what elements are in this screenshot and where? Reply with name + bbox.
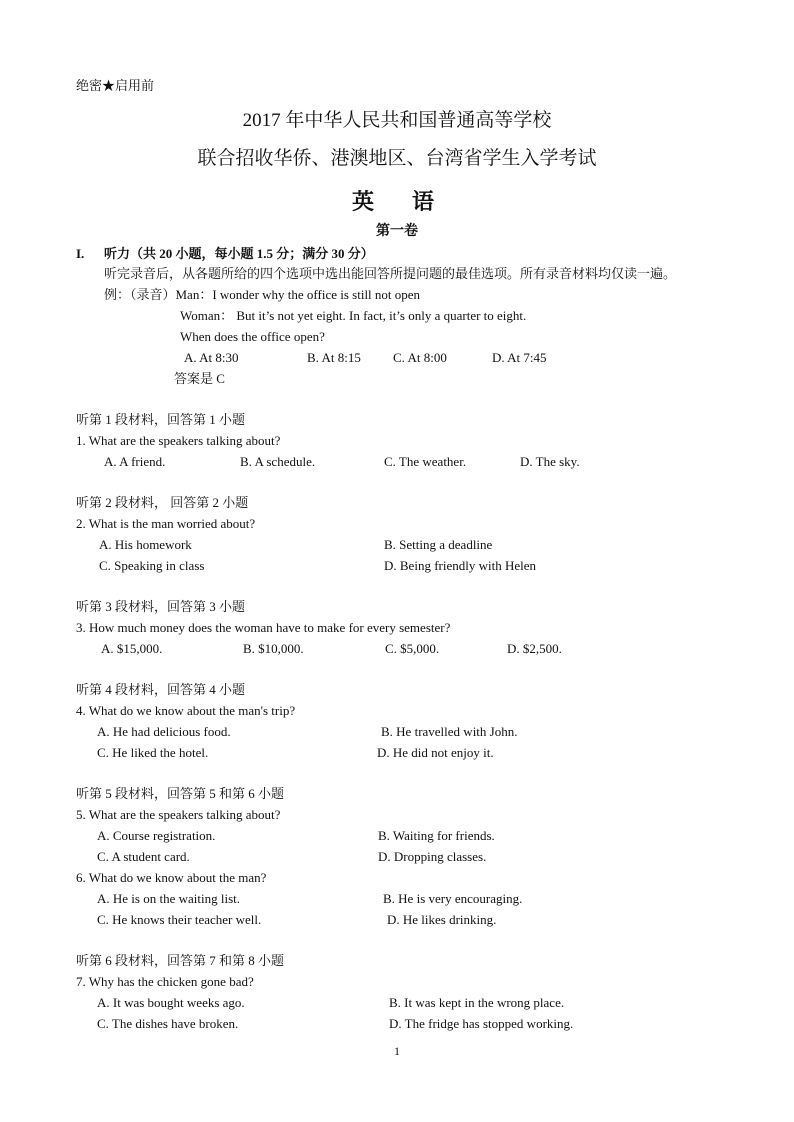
example-option: C. At 8:00 xyxy=(393,350,447,365)
answer-option: D. The sky. xyxy=(520,454,580,469)
answer-option: D. The fridge has stopped working. xyxy=(389,1016,574,1031)
confidential-label: 绝密★启用前 xyxy=(76,78,155,93)
answer-option: C. Speaking in class xyxy=(99,558,205,573)
section-number: I. xyxy=(76,246,85,261)
question-text: 3. How much money does the woman have to make for every semester? xyxy=(76,620,451,635)
section-heading: 听力（共 20 小题，每小题 1.5 分；满分 30 分） xyxy=(104,246,374,261)
group-header: 听第 4 段材料，回答第 4 小题 xyxy=(76,682,246,697)
exam-title-line2: 联合招收华侨、港澳地区、台湾省学生入学考试 xyxy=(197,148,597,169)
group-header: 听第 2 段材料， 回答第 2 小题 xyxy=(76,495,249,510)
answer-option: B. A schedule. xyxy=(240,454,316,469)
answer-option: C. The dishes have broken. xyxy=(97,1016,239,1031)
answer-option: B. It was kept in the wrong place. xyxy=(389,995,565,1010)
question-text: 1. What are the speakers talking about? xyxy=(76,433,281,448)
example-question: When does the office open? xyxy=(180,329,325,344)
answer-option: A. A friend. xyxy=(104,454,166,469)
answer-option: A. Course registration. xyxy=(97,828,216,843)
answer-option: B. Waiting for friends. xyxy=(378,828,495,843)
answer-option: B. $10,000. xyxy=(243,641,304,656)
example-option: A. At 8:30 xyxy=(184,350,239,365)
answer-option: C. He liked the hotel. xyxy=(97,745,209,760)
question-text: 2. What is the man worried about? xyxy=(76,516,256,531)
group-header: 听第 5 段材料，回答第 5 和第 6 小题 xyxy=(76,786,285,801)
exam-title-line1: 2017 年中华人民共和国普通高等学校 xyxy=(242,110,552,131)
answer-option: D. Being friendly with Helen xyxy=(384,558,536,573)
question-text: 4. What do we know about the man's trip? xyxy=(76,703,296,718)
answer-option: B. Setting a deadline xyxy=(384,537,493,552)
example-answer: 答案是 C xyxy=(174,371,225,386)
section-instruction: 听完录音后，从各题所给的四个选项中选出能回答所提问题的最佳选项。所有录音材料均仅读一遍。 xyxy=(104,266,677,281)
question-text: 5. What are the speakers talking about? xyxy=(76,807,281,822)
group-header: 听第 6 段材料，回答第 7 和第 8 小题 xyxy=(76,953,285,968)
example-option: B. At 8:15 xyxy=(307,350,361,365)
question-text: 6. What do we know about the man? xyxy=(76,870,267,885)
answer-option: D. $2,500. xyxy=(507,641,562,656)
subject-title: 英 语 xyxy=(351,189,442,214)
answer-option: D. He likes drinking. xyxy=(387,912,497,927)
answer-option: A. $15,000. xyxy=(101,641,163,656)
example-line2: Woman： But it’s not yet eight. In fact, it’s only a quarter to eight. xyxy=(180,308,527,323)
page-number: 1 xyxy=(394,1044,400,1058)
answer-option: A. He is on the waiting list. xyxy=(97,891,240,906)
answer-option: B. He travelled with John. xyxy=(381,724,518,739)
answer-option: C. He knows their teacher well. xyxy=(97,912,262,927)
volume-title: 第一卷 xyxy=(376,224,418,239)
answer-option: A. His homework xyxy=(99,537,192,552)
question-text: 7. Why has the chicken gone bad? xyxy=(76,974,254,989)
answer-option: B. He is very encouraging. xyxy=(383,891,523,906)
group-header: 听第 3 段材料，回答第 3 小题 xyxy=(76,599,246,614)
answer-option: C. The weather. xyxy=(384,454,467,469)
answer-option: C. A student card. xyxy=(97,849,190,864)
group-header: 听第 1 段材料，回答第 1 小题 xyxy=(76,412,246,427)
answer-option: D. He did not enjoy it. xyxy=(377,745,494,760)
answer-option: C. $5,000. xyxy=(385,641,440,656)
example-line1: 例：（录音）Man：I wonder why the office is still not open xyxy=(104,287,421,302)
answer-option: A. He had delicious food. xyxy=(97,724,231,739)
answer-option: A. It was bought weeks ago. xyxy=(97,995,245,1010)
answer-option: D. Dropping classes. xyxy=(378,849,487,864)
example-option: D. At 7:45 xyxy=(492,350,547,365)
